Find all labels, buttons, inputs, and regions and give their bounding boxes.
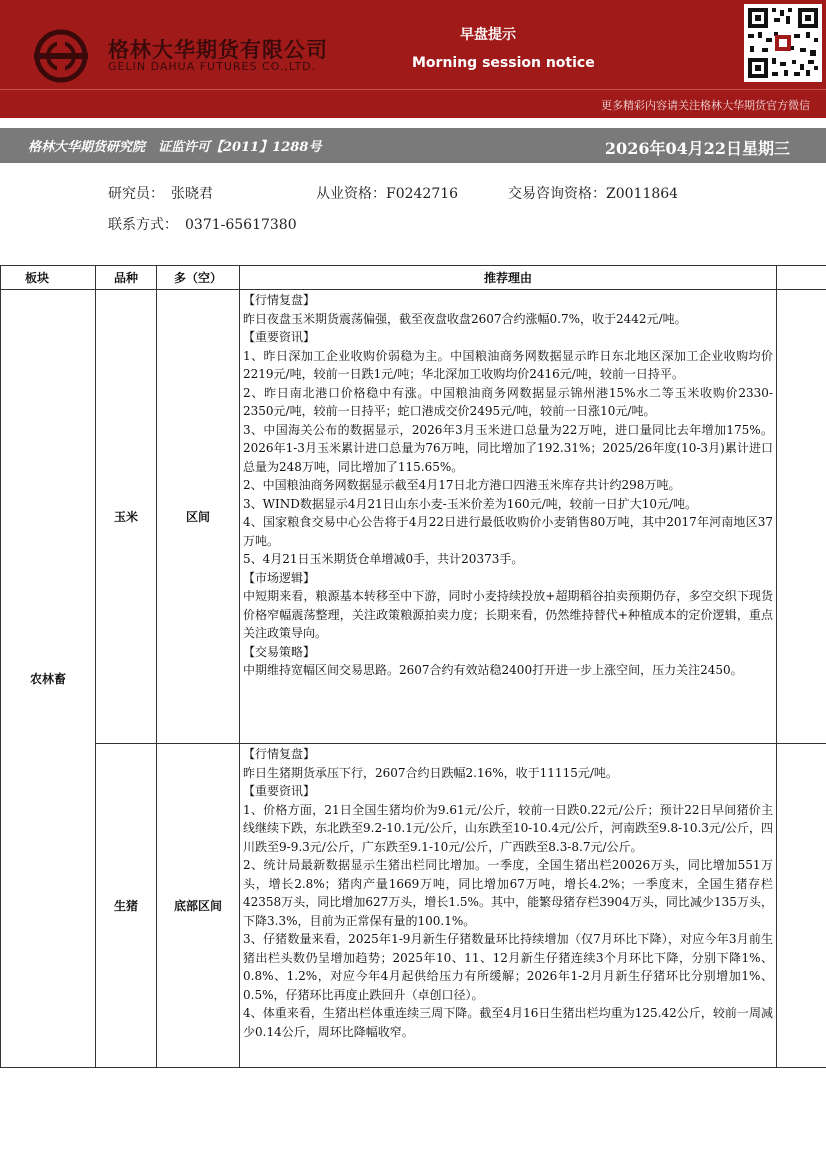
company-logo-icon: [30, 28, 92, 84]
wechat-follow-note: 更多精彩内容请关注格林大华期货官方微信: [601, 99, 810, 112]
researcher: 研究员： 张晓君: [108, 186, 213, 202]
paragraph: 4、国家粮食交易中心公告将于4月22日进行最低收购价小麦销售80万吨，其中2017年河南地区37万吨。: [243, 515, 773, 548]
paragraph: 昨日生猪期货承压下行，2607合约日跌幅2.16%，收于11115元/吨。: [243, 765, 618, 780]
header-direction: 多（空）: [157, 266, 240, 290]
paragraph: 1、昨日深加工企业收购价弱稳为主。中国粮油商务网数据显示昨日东北地区深加工企业收购均价2219元/吨，较前一日跌1元/吨；华北深加工收购均价2416元/吨，较前一日持平。: [243, 348, 773, 381]
table-header-row: [1, 266, 826, 290]
table-row: [1, 290, 826, 744]
reason-cell: [240, 744, 777, 1068]
paragraph: 3、中国海关公布的数据显示，2026年3月玉米进口总量为22万吨，进口量同比去年增加175%。2026年1-3月玉米累计进口总量为76万吨，同比增加了192.31%；2025/26年度(10-3月)累计进口总量为248万吨，同比增加了115.65%。: [243, 422, 773, 474]
paragraph: 2、昨日南北港口价格稳中有涨。中国粮油商务网数据显示锦州港15%水二等玉米收购价2330-2350元/吨，较前一日持平；蛇口港成交价2495元/吨，较前一日涨10元/吨。: [243, 385, 773, 418]
product-cell: 生猪: [96, 744, 157, 1068]
info-bar: [0, 128, 826, 163]
paragraph: 3、WIND数据显示4月21日山东小麦-玉米价差为160元/吨，较前一日扩大10元/吨。: [243, 496, 698, 511]
contact: 联系方式： 0371-65617380: [108, 217, 297, 233]
header-product: 品种: [96, 266, 157, 290]
product-cell: 玉米: [96, 290, 157, 744]
report-title-en: Morning session notice: [412, 55, 595, 71]
reason-cell: [240, 290, 777, 744]
direction-cell: 底部区间: [157, 744, 240, 1068]
direction-cell: 区间: [157, 290, 240, 744]
consult-qualification: 交易咨询资格：Z0011864: [508, 186, 679, 202]
recommendation-table: [0, 265, 826, 1068]
empty-cell: [777, 290, 826, 744]
paragraph: 【重要资讯】: [243, 330, 316, 344]
paragraph: 2、统计局最新数据显示生猪出栏同比增加。一季度，全国生猪出栏20026万头，同比增加551万头，增长2.8%；猪肉产量1669万吨，同比增加67万吨，增长4.2%；一季度末，全国生猪存栏42358万头，同比增加627万头，增长1.5%。其中，能繁母猪存栏3904万头，同比减少135万头，下降3.3%，目前为正常保有量的100.1%。: [243, 858, 773, 928]
paragraph: 【行情复盘】: [243, 747, 316, 761]
report-title-cn: 早盘提示: [460, 27, 516, 43]
paragraph: 5、4月21日玉米期货仓单增减0手，共计20373手。: [243, 552, 524, 566]
paragraph: 昨日夜盘玉米期货震荡偏强，截至夜盘收盘2607合约涨幅0.7%，收于2442元/吨。: [243, 311, 687, 326]
header-reason: 推荐理由: [240, 266, 777, 290]
paragraph: 4、体重来看，生猪出栏体重连续三周下降。截至4月16日生猪出栏均重为125.42公斤，较前一周减少0.14公斤，周环比降幅收窄。: [243, 1006, 773, 1039]
paragraph: 【交易策略】: [243, 644, 316, 659]
paragraph: 中期维持宽幅区间交易思路。2607合约有效站稳2400打开进一步上涨空间，压力关注2450。: [243, 663, 743, 677]
paragraph: 1、价格方面，21日全国生猪均价为9.61元/公斤，较前一日跌0.22元/公斤；预计22日早间猪价主线继续下跌，东北跌至9.2-10.1元/公斤，山东跌至10-10.4元/公斤，河南跌至9.8-10.3元/公斤，四川跌至9-9.3元/公斤，广东跌至9.1-10元/公斤，广西跌至8.3-8.7元/公斤。: [243, 802, 773, 854]
paragraph: 【重要资讯】: [243, 784, 316, 798]
wechat-qr-code-icon: [744, 4, 822, 82]
paragraph: 3、仔猪数量来看，2025年1-9月新生仔猪数量环比持续增加（仅7月环比下降），对应今年3月前生猪出栏头数仍呈增加趋势；2025年10、11、12月新生仔猪连续3个月环比下降，分别下降1%、0.8%、1.2%，对应今年4月起供给压力有所缓解；2026年1-2月月新生仔猪环比分别增加1%、0.5%，仔猪环比再度止跌回升（卓创口径）。: [243, 932, 773, 1002]
header-sector: 板块: [1, 266, 96, 290]
header-extra: [777, 266, 826, 290]
empty-cell: [777, 744, 826, 1068]
header-divider: [0, 89, 826, 90]
sector-cell: 农林畜: [1, 290, 96, 1068]
paragraph: 【市场逻辑】: [243, 570, 316, 585]
table-row: [1, 744, 826, 1068]
report-header: [0, 0, 826, 118]
company-name-en: GELIN DAHUA FUTURES CO.,LTD.: [108, 60, 317, 73]
qualification: 从业资格：F0242716: [316, 186, 459, 202]
paragraph: 2、中国粮油商务网数据显示截至4月17日北方港口四港玉米库存共计约298万吨。: [243, 478, 681, 492]
report-date: 2026年04月22日星期三: [604, 139, 790, 158]
institute-license: 格林大华期货研究院 证监许可【2011】1288号: [28, 140, 322, 155]
paragraph: 【行情复盘】: [243, 293, 316, 307]
company-name-cn: 格林大华期货有限公司: [108, 38, 328, 62]
paragraph: 中短期来看，粮源基本转移至中下游，同时小麦持续投放+超期稻谷拍卖预期仍存，多空交织下现货价格窄幅震荡整理，关注政策粮源拍卖力度；长期来看，仍然维持替代+种植成本的定价逻辑，重点关注政策导向。: [243, 589, 773, 640]
